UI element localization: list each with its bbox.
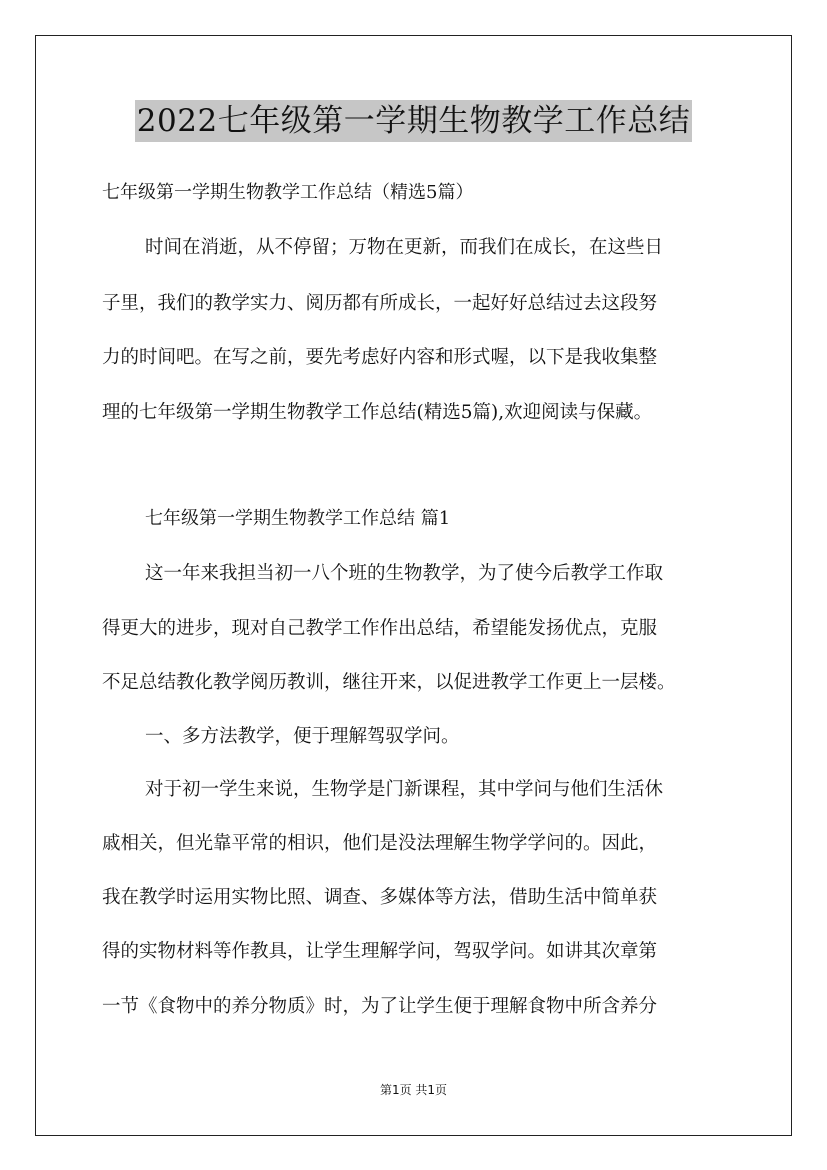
body-line-8: 得的实物材料等作教具，让学生理解学问，驾驭学问。如讲其次章第 — [102, 941, 658, 962]
document-title — [0, 100, 827, 142]
body-line-6: 戚相关，但光靠平常的相识，他们是没法理解生物学学问的。因此， — [102, 833, 658, 854]
body-line-4: 一、多方法教学，便于理解驾驭学问。 — [145, 726, 460, 747]
page-footer: 第1页 共1页 — [379, 1083, 448, 1097]
document-title-text: 2022七年级第一学期生物教学工作总结 — [135, 100, 692, 142]
body-line-3: 不足总结教化教学阅历教训，继往开来，以促进教学工作更上一层楼。 — [102, 672, 676, 693]
body-line-2: 得更大的进步，现对自己教学工作作出总结，希望能发扬优点，克服 — [102, 618, 658, 639]
body-line-5: 对于初一学生来说，生物学是门新课程，其中学问与他们生活休 — [145, 779, 664, 800]
document-subtitle: 七年级第一学期生物教学工作总结（精选5篇） — [102, 182, 474, 203]
body-line-7: 我在教学时运用实物比照、调查、多媒体等方法，借助生活中简单获 — [102, 887, 658, 908]
intro-line-3: 力的时间吧。在写之前，要先考虑好内容和形式喔，以下是我收集整 — [102, 347, 658, 368]
intro-line-1: 时间在消逝，从不停留；万物在更新，而我们在成长，在这些日 — [145, 237, 664, 258]
intro-line-2: 子里，我们的教学实力、阅历都有所成长，一起好好总结过去这段努 — [102, 293, 658, 314]
body-line-1: 这一年来我担当初一八个班的生物教学，为了使今后教学工作取 — [145, 563, 664, 584]
section-heading: 七年级第一学期生物教学工作总结 篇1 — [145, 508, 451, 529]
intro-line-4: 理的七年级第一学期生物教学工作总结(精选5篇),欢迎阅读与保藏。 — [102, 402, 653, 423]
body-line-9: 一节《食物中的养分物质》时，为了让学生便于理解食物中所含养分 — [102, 996, 658, 1017]
